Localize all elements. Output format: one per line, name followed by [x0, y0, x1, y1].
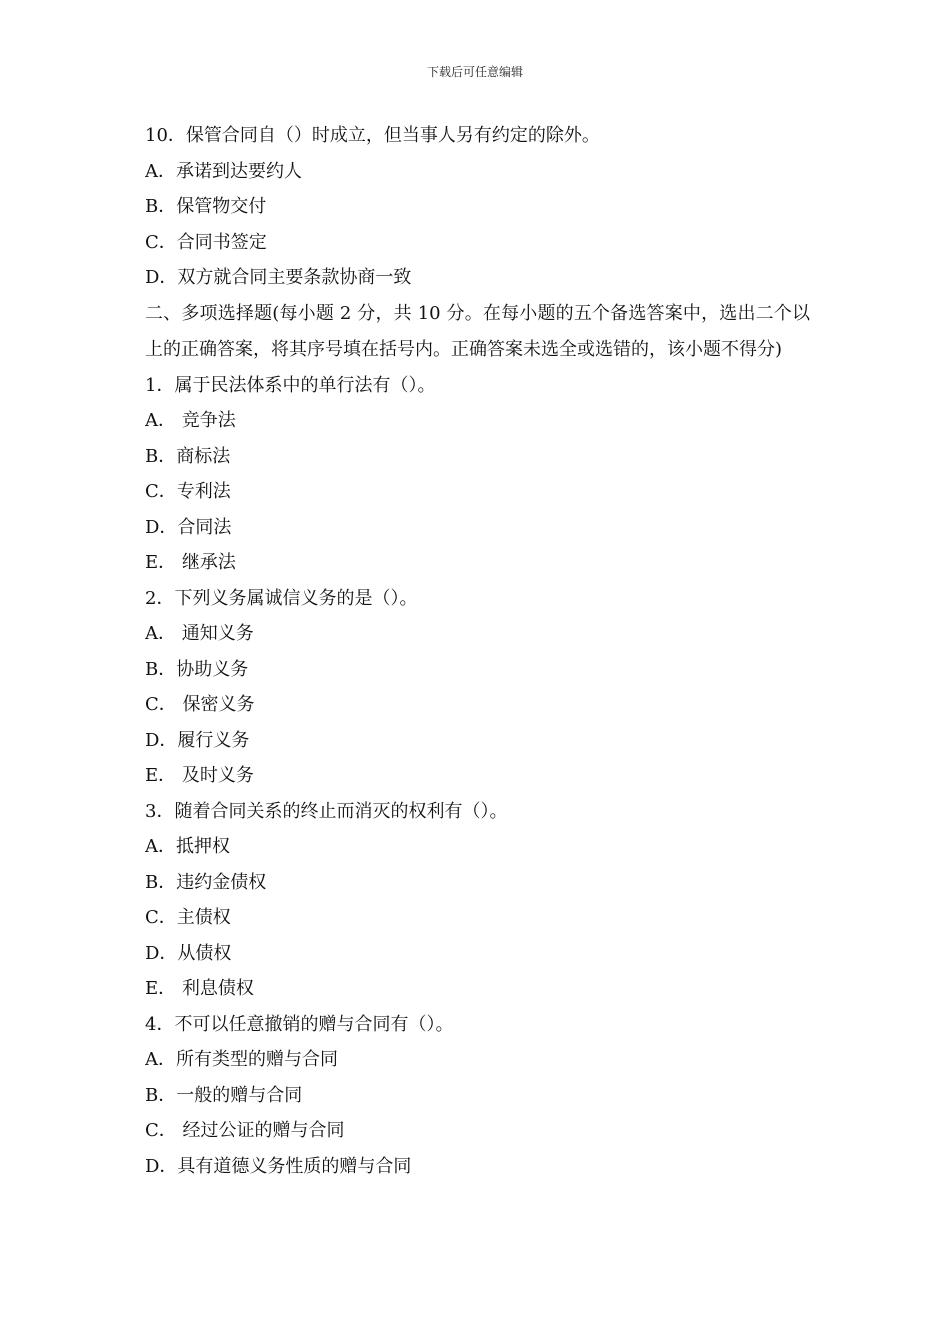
question-2-option-b: B．协助义务 [145, 658, 249, 680]
question-2-option-e: E． 及时义务 [145, 765, 254, 786]
question-3-option-d: D．从债权 [145, 942, 232, 964]
question-10-option-c: C．合同书签定 [145, 231, 267, 253]
document-body [145, 118, 810, 1184]
page-header: 下载后可任意编辑 [426, 65, 523, 79]
question-4-option-c: C． 经过公证的赠与合同 [145, 1120, 345, 1141]
question-4-option-b: B．一般的赠与合同 [145, 1084, 303, 1106]
question-2-option-d: D．履行义务 [145, 729, 250, 751]
question-4-stem: 4．不可以任意撤销的赠与合同有（）。 [145, 1013, 454, 1035]
question-10-option-d: D．双方就合同主要条款协商一致 [145, 267, 412, 288]
question-10-option-a: A．承诺到达要约人 [145, 160, 302, 182]
question-2-option-c: C． 保密义务 [145, 694, 255, 715]
question-3-option-e: E． 利息债权 [145, 978, 254, 999]
question-1-stem: 1．属于民法体系中的单行法有（）。 [145, 374, 436, 396]
section-title: 二、多项选择题(每小题 2 分，共 10 分。在每小题的五个备选答案中，选出二个以上的正确答案，将其序号填在括号内。正确答案未选全或选错的，该小题不得分) [145, 302, 810, 360]
question-1-option-c: C．专利法 [145, 481, 231, 502]
question-1-option-e: E． 继承法 [145, 552, 236, 573]
question-3-option-b: B．违约金债权 [145, 871, 267, 893]
question-1-option-d: D．合同法 [145, 516, 232, 538]
question-10-option-b: B．保管物交付 [145, 196, 267, 217]
question-3-option-a: A．抵押权 [145, 836, 230, 857]
question-4-option-a: A．所有类型的赠与合同 [145, 1049, 338, 1070]
question-4-option-d: D．具有道德义务性质的赠与合同 [145, 1155, 412, 1177]
question-3-stem: 3．随着合同关系的终止而消灭的权利有（）。 [145, 800, 508, 822]
question-1-option-b: B．商标法 [145, 445, 231, 467]
question-3-option-c: C．主债权 [145, 907, 231, 928]
question-2-option-a: A． 通知义务 [145, 623, 254, 644]
question-1-option-a: A． 竞争法 [145, 410, 236, 431]
question-2-stem: 2．下列义务属诚信义务的是（）。 [145, 587, 418, 609]
question-10-stem: 10．保管合同自（）时成立，但当事人另有约定的除外。 [145, 125, 600, 146]
